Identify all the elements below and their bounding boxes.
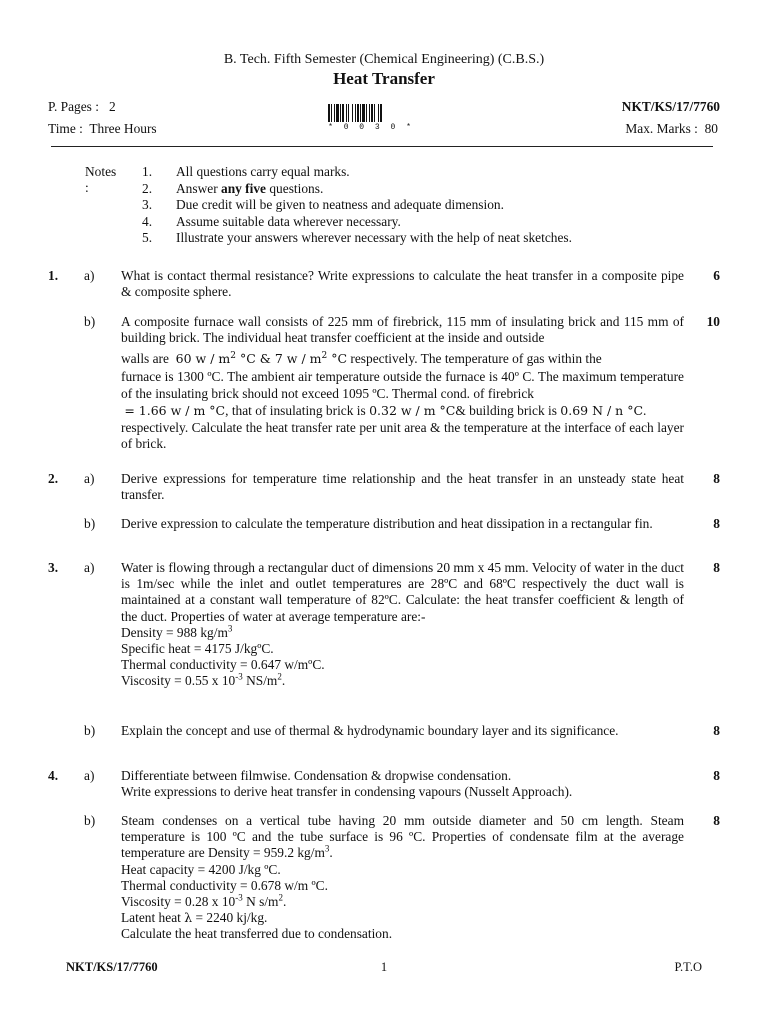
- superscript: 2: [321, 351, 328, 362]
- question-marks: 8: [713, 560, 720, 575]
- pages-label: P. Pages :: [48, 99, 99, 114]
- barcode-bar: [378, 104, 379, 122]
- question-part: b): [84, 516, 96, 531]
- question-part: b): [84, 314, 96, 329]
- superscript: -3: [235, 671, 243, 682]
- superscript: 3: [227, 623, 233, 634]
- question-text: Explain the concept and use of thermal & hydrodynamic boundary layer and its significance.: [121, 723, 619, 738]
- course-line: B. Tech. Fifth Semester (Chemical Engineering) (C.B.S.): [223, 52, 545, 67]
- barcode-bar: [355, 104, 356, 122]
- math-expression: 0.69 N / n °C: [560, 402, 644, 418]
- barcode-text: * 0 0 3 0 *: [328, 123, 414, 132]
- note-text: Assume suitable data wherever necessary.: [176, 213, 401, 229]
- math-part: °C: [327, 351, 348, 367]
- text-span: , that of insulating brick is: [225, 402, 370, 418]
- barcode-bar: [380, 104, 382, 122]
- barcode-bar: [340, 104, 341, 122]
- property-line: Specific heat = 4175 J/kgºC.: [121, 641, 274, 657]
- superscript: -3: [235, 892, 243, 903]
- text-span: Latent heat: [121, 910, 185, 926]
- barcode-bar: [369, 104, 370, 122]
- note-number: 3.: [142, 197, 153, 212]
- header-divider: [51, 146, 713, 147]
- property-line: Thermal conductivity = 0.678 w/m ºC.: [121, 877, 328, 893]
- max-marks-label: Max. Marks :: [625, 121, 698, 136]
- pages-value: 2: [109, 99, 116, 114]
- max-marks-value: 80: [704, 121, 718, 136]
- lambda-symbol: λ: [184, 910, 193, 926]
- question-part: a): [84, 560, 95, 575]
- note-text: Due credit will be given to neatness and adequate dimension.: [176, 197, 504, 212]
- barcode-bar: [348, 104, 349, 122]
- footer-paper-code: NKT/KS/17/7760: [66, 960, 158, 974]
- barcode-bar: [352, 104, 353, 122]
- question-part: a): [84, 471, 95, 486]
- note-emphasis: any five: [221, 180, 267, 196]
- time-info: [48, 121, 157, 137]
- time-value: Three Hours: [89, 121, 157, 136]
- question-text: Derive expression to calculate the temperature distribution and heat dissipation in a rectangular fin.: [121, 516, 653, 531]
- note-text: questions.: [266, 180, 324, 196]
- question-line: [121, 349, 684, 369]
- math-expression: = 1.66 w / m °C: [124, 402, 226, 418]
- question-part: b): [84, 813, 96, 828]
- superscript: 3: [324, 843, 330, 854]
- barcode-bar: [366, 104, 367, 122]
- math-part: °C: [236, 351, 256, 367]
- question-paragraph: [121, 813, 684, 862]
- question-line: Differentiate between filmwise. Condensation & dropwise condensation.: [121, 768, 512, 783]
- math-part: 7 w / m: [274, 351, 322, 367]
- question-part: a): [84, 268, 95, 283]
- text-span: Steam condenses on a vertical tube having 20 mm outside diameter and 50 cm length. Steam temperature is 100 ºC and the tube surface is 96 ºC. Properties of condensate film at the average temperature are Density = 959.2 kg/m: [121, 813, 684, 861]
- paper-title: Heat Transfer: [333, 69, 435, 88]
- question-line: furnace is 1300 ºC. The ambient air temperature outside the furnace is 40º C. The maximum temperature of the insulating brick should not exceed 1095 ºC. Thermal cond. of firebrick: [121, 369, 684, 401]
- superscript: 2: [277, 671, 282, 682]
- text-span: .: [329, 845, 333, 861]
- barcode-bars: [326, 104, 416, 122]
- footer-page-number: 1: [380, 960, 388, 974]
- pages-info: [48, 99, 116, 115]
- text-span: .: [281, 673, 286, 689]
- math-part: &: [255, 351, 275, 367]
- question-text: Derive expressions for temperature time relationship and the heat transfer in an unsteady state heat transfer.: [121, 471, 684, 503]
- text-span: respectively. The temperature of gas within the: [347, 351, 602, 367]
- property-line: [121, 910, 684, 926]
- barcode-bar: [374, 104, 375, 122]
- question-number: 1.: [48, 268, 59, 283]
- question-marks: 8: [713, 768, 720, 783]
- barcode-icon: [326, 104, 416, 134]
- barcode-bar: [346, 104, 347, 122]
- text-span: walls are: [121, 351, 169, 367]
- text-span: .: [282, 894, 287, 910]
- note-item: [142, 197, 504, 213]
- footer-pto: P.T.O: [674, 960, 702, 974]
- question-marks: 6: [713, 268, 720, 283]
- note-item: [142, 214, 401, 230]
- note-number: 4.: [142, 213, 153, 229]
- question-line: Write expressions to derive heat transfer in condensing vapours (Nusselt Approach).: [121, 784, 573, 800]
- barcode-bar: [362, 104, 365, 122]
- note-number: 5.: [142, 230, 153, 245]
- text-span: Viscosity = 0.28 x 10: [121, 894, 236, 910]
- note-text: All questions carry equal marks.: [176, 164, 350, 179]
- note-item: [142, 181, 323, 197]
- question-text: [121, 560, 684, 690]
- max-marks: [625, 121, 718, 137]
- note-text: Illustrate your answers wherever necessary with the help of neat sketches.: [176, 230, 572, 245]
- question-marks: 8: [713, 813, 720, 828]
- question-part: b): [84, 723, 96, 738]
- text-span: .: [643, 402, 647, 418]
- question-line: respectively. Calculate the heat transfer rate per unit area & the temperature at the interface of each layer of brick.: [121, 419, 684, 452]
- question-paragraph: Water is flowing through a rectangular duct of dimensions 20 mm x 45 mm. Velocity of water in the duct is 1m/sec while the inlet and outlet temperatures are 28ºC and 68ºC respectively the duct wall is maintained at a constant wall temperature of 82ºC. Calculate: the heat transfer coefficient & length of the duct. Properties of water at average temperature are:-: [121, 560, 684, 624]
- question-text: [121, 314, 684, 452]
- math-expression: [176, 351, 347, 366]
- question-part: a): [84, 768, 95, 783]
- question-line: Calculate the heat transferred due to condensation.: [121, 926, 393, 942]
- question-text: [121, 768, 684, 800]
- barcode-bar: [334, 104, 335, 122]
- math-part: 60 w / m: [175, 351, 231, 367]
- text-span: NS/m: [242, 673, 278, 689]
- text-span: & building brick is: [455, 402, 561, 418]
- superscript: 2: [278, 892, 283, 903]
- barcode-bar: [336, 104, 339, 122]
- text-span: Density = 988 kg/m: [121, 624, 228, 640]
- question-number: 2.: [48, 471, 59, 486]
- time-label: Time :: [48, 121, 83, 136]
- text-span: = 2240 kj/kg.: [192, 910, 268, 926]
- text-span: N s/m: [242, 894, 279, 910]
- note-item: [142, 230, 572, 246]
- property-line: Thermal conductivity = 0.647 w/mºC.: [121, 657, 325, 673]
- property-line: [121, 673, 684, 689]
- note-text: Answer: [176, 180, 221, 196]
- question-marks: 8: [713, 516, 720, 531]
- question-line: [121, 402, 684, 420]
- note-number: 1.: [142, 164, 153, 179]
- question-number: 3.: [48, 560, 59, 575]
- barcode-bar: [342, 104, 344, 122]
- question-marks: 8: [713, 471, 720, 486]
- question-text: What is contact thermal resistance? Write expressions to calculate the heat transfer in a composite pipe & composite sphere.: [121, 268, 684, 300]
- question-number: 4.: [48, 768, 59, 783]
- superscript: 2: [230, 351, 236, 362]
- barcode-bar: [360, 104, 361, 122]
- math-expression: 0.32 w / m °C: [369, 402, 456, 418]
- paper-code: NKT/KS/17/7760: [621, 99, 720, 114]
- barcode-bar: [371, 104, 373, 122]
- property-line: [121, 625, 684, 641]
- note-number: 2.: [142, 180, 153, 196]
- question-marks: 8: [713, 723, 720, 738]
- property-line: [121, 894, 684, 910]
- question-line: A composite furnace wall consists of 225 mm of firebrick, 115 mm of insulating brick and 115 mm of building brick. The individual heat transfer coefficient at the inside and outside: [121, 314, 684, 346]
- question-marks: 10: [706, 314, 720, 329]
- barcode-bar: [328, 104, 330, 122]
- notes-label: Notes :: [85, 164, 117, 196]
- text-span: Viscosity = 0.55 x 10: [121, 673, 236, 689]
- barcode-bar: [331, 104, 332, 122]
- property-line: Heat capacity = 4200 J/kg ºC.: [121, 861, 281, 877]
- question-text: [121, 813, 684, 943]
- note-item: [142, 164, 350, 180]
- barcode-bar: [357, 104, 359, 122]
